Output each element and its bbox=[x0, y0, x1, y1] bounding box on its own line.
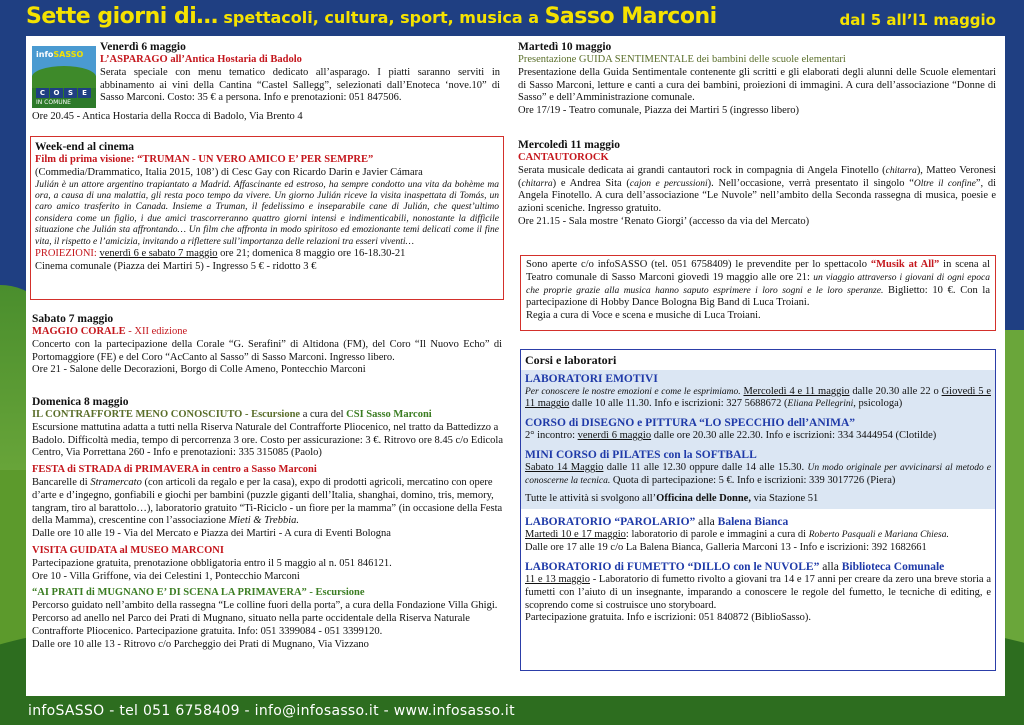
cinema-credits: (Commedia/Drammatico, Italia 2015, 108’) di Cesc Gay con Ricardo Darin e Javier Cámara bbox=[35, 166, 423, 178]
saturday-event-body: Concerto con la partecipazione della Corale “G. Serafini” di Altidona (FM), del Coro “Il Nuovo Echo” di Portomaggiore (FE) e del Coro “AcCanto al Sasso” di Sasso Marconi. Ingresso libero. bbox=[32, 338, 502, 363]
parolario-lab-title: LABORATORIO “PAROLARIO” alla Balena Bianca bbox=[525, 516, 789, 529]
saturday-day: Sabato 7 maggio bbox=[32, 313, 114, 325]
header-dates: dal 5 all’l1 maggio bbox=[839, 11, 996, 29]
courses-shaded-group bbox=[521, 370, 995, 510]
footer-contacts: infoSASSO - tel 051 6758409 - info@infosasso.it - www.infosasso.it bbox=[28, 703, 515, 719]
cinema-box bbox=[30, 136, 504, 300]
header-title-a: Sette giorni di… bbox=[26, 4, 218, 29]
painting-course-title: CORSO di DISEGNO e PITTURA “LO SPECCHIO dell’ANIMA” bbox=[525, 417, 856, 430]
sunday-section bbox=[32, 395, 508, 651]
museum-visit-body: Partecipazione gratuita, prenotazione obbligatoria entro il 5 maggio al n. 051 846121. bbox=[32, 557, 392, 569]
cinema-where: Cinema comunale (Piazza dei Martiri 5) - Ingresso 5 € - ridotto 3 € bbox=[35, 260, 317, 272]
street-fair-where: Dalle ore 10 alle 19 - Via del Mercato e Piazza dei Martiri - A cura di Eventi Bologna bbox=[32, 528, 391, 540]
tuesday-event-body: Presentazione della Guida Sentimentale contenente gli scritti e gli elaborati degli alunni delle Scuole elementari di Sasso Marconi, letture e canti a cura dei bambini, proiezioni di immagini. A cura dell’associazione “Donne di Sasso” e dell’Amministrazione comunale. bbox=[518, 66, 996, 104]
musical-presale-box bbox=[520, 255, 996, 331]
courses-box bbox=[520, 349, 996, 671]
comic-lab-body: 11 e 13 maggio - Laboratorio di fumetto rivolto a giovani tra 14 e 17 anni per creare da zero una breve storia a fumetti con l’aiuto di un insegnante, imparando a conoscere le regole del fumetto, le tecniche di editing, e scoprendo come si costruisce uno storyboard. bbox=[525, 574, 991, 611]
friday-event-body: Serata speciale con menu tematico dedicato all’asparago. I piatti saranno serviti in abbinamento ai vini della Cantina “Castel Sallegg”, selezionati dall’Enoteca ‘nove.10” di Sasso Marconi. Costo: 35 € a persona. Info e prenotazioni: 051 847506. bbox=[100, 66, 500, 104]
wednesday-where: Ore 21.15 - Sala mostre ‘Renato Giorgi’ (accesso da via del Mercato) bbox=[518, 216, 810, 227]
page-header bbox=[26, 4, 1016, 36]
emotional-lab-body: Per conoscere le nostre emozioni e come le esprimiamo. Mercoledì 4 e 11 maggio dalle 20.30 alle 22 o Giovedì 5 e 11 maggio dalle 10 alle 11.30. Info e iscrizioni: 327 5688672 (Eliana Pellegrini, psicologa) bbox=[525, 385, 992, 410]
saturday-section bbox=[32, 312, 502, 377]
courses-heading: Corsi e laboratori bbox=[525, 353, 617, 367]
header-title-b: spettacoli, cultura, sport, musica a bbox=[217, 8, 545, 27]
cinema-film-title: Film di prima visione: “TRUMAN - UN VERO AMICO E’ PER SEMPRE” bbox=[35, 154, 374, 166]
hike-contrafforte-body: Escursione mattutina adatta a tutti nella Riserva Naturale del Contrafforte Pliocenico, nel tratto da Battedizzo a Badolo. Difficoltà media, tempo di percorrenza 3 ore. Costo per assicurazione: 3 €. Ritrovo ore 8.45 c/o Edicola Centro, Via Porrettana 260 - Info e prenotazioni: 335 315085 (Paolo) bbox=[32, 421, 503, 459]
parolario-lab-where: Dalle ore 17 alle 19 c/o La Balena Bianca, Galleria Marconi 13 - Info e iscrizioni: 392 1682661 bbox=[525, 542, 927, 554]
painting-course-body: 2° incontro: venerdì 6 maggio dalle ore 20.30 alle 22.30. Info e iscrizioni: 334 3444954 (Clotilde) bbox=[525, 430, 937, 442]
friday-section bbox=[100, 40, 500, 105]
mugnano-hike-title: “AI PRATI di MUGNANO E’ DI SCENA LA PRIMAVERA” - Escursione bbox=[32, 587, 365, 599]
saturday-event-title: MAGGIO CORALE - XII edizione bbox=[32, 326, 188, 338]
mugnano-hike-body: Percorso guidato nell’ambito della rassegna “Le colline fuori della porta”, a cura della Fondazione Villa Ghigi. Percorso ad anello nel Parco dei Prati di Mugnano, situato nella parte occidentale della Riserva Naturale Contrafforte Pliocenico. Partecipazione gratuita. Info: 051 3399084 - 051 3399120. bbox=[32, 600, 498, 637]
hike-contrafforte-title: IL CONTRAFFORTE MENO CONOSCIUTO - Escursione a cura del CSI Sasso Marconi bbox=[32, 409, 432, 421]
street-fair-body: Bancarelle di Stramercato (con articoli da regalo e per la casa), expo di prodotti agricoli, mercatino con opere d’arte e d’ingegno, gonfiabili e giochi per bambini (puzzle giganti dell’Italia, shanghai, domino, tris, memory, tangram, tiro al barattolo…), laboratorio gratuito “Ti-Riciclo - un fiore per la mamma” (in occasione della Festa della Mamma), crescentine con l’associazione Mieti & Trebbia. bbox=[32, 477, 503, 527]
wednesday-event-body: Serata musicale dedicata ai grandi cantautori rock in compagnia di Angela Finotello (chitarra), Matteo Veronesi (chitarra) e Andrea Sita (cajon e percussioni). Nell’occasione, verrà presentato il singolo “Oltre il confine”, di Angela Finotello. A cura dell’associazione “Le Nuvole” nell’ambito della Seconda rassegna di musica, poesie e azioni sceniche. Ingresso gratuito. bbox=[518, 164, 996, 215]
tuesday-event-title: Presentazione GUIDA SENTIMENTALE dei bambini delle scuole elementari bbox=[518, 54, 846, 66]
header-title-c: Sasso Marconi bbox=[544, 4, 717, 29]
wednesday-day: Mercoledì 11 maggio bbox=[518, 139, 620, 151]
musical-direction: Regia a cura di Voce e scena e musiche di Luca Troiani. bbox=[526, 310, 761, 322]
musical-presale-text: Sono aperte c/o infoSASSO (tel. 051 6758409) le prevendite per lo spettacolo “Musik at All” in scena al Teatro comunale di Sasso Marconi giovedì 19 maggio alle ore 21: un viaggio attraverso i giovani di ogni epoca che proprie grazie alla musica hanno saputo esprimere i loro sogni e le loro speranze. Biglietto: 10 €. Con la partecipazione di Hobby Dance Bologna Big Band di Luca Troiani. bbox=[526, 259, 990, 309]
street-fair-title: FESTA di STRADA di PRIMAVERA in centro a Sasso Marconi bbox=[32, 464, 317, 476]
wednesday-section bbox=[518, 138, 996, 229]
infosasso-logo: infoSASSO C O S E IN COMUNE bbox=[32, 46, 96, 108]
pilates-course-body: Sabato 14 Maggio dalle 11 alle 12.30 oppure dalle 14 alle 15.30. Un modo originale per avvicinarsi al metodo e conoscerne la tecnica. Quota di partecipazione: 5 €. Info e iscrizioni: 339 3017726 (Piera) bbox=[525, 462, 991, 486]
comic-lab-title: LABORATORIO di FUMETTO “DILLO con le NUVOLE” alla Biblioteca Comunale bbox=[525, 561, 945, 574]
saturday-where: Ore 21 - Salone delle Decorazioni, Borgo di Colle Ameno, Pontecchio Marconi bbox=[32, 364, 366, 376]
museum-visit-title: VISITA GUIDATA al MUSEO MARCONI bbox=[32, 544, 224, 556]
friday-event-title: L’ASPARAGO all’Antica Hostaria di Badolo bbox=[100, 54, 302, 66]
friday-where: Ore 20.45 - Antica Hostaria della Rocca di Badolo, Via Brento 4 bbox=[32, 111, 303, 122]
tuesday-day: Martedì 10 maggio bbox=[518, 41, 612, 53]
sunday-day: Domenica 8 maggio bbox=[32, 396, 129, 408]
emotional-lab-title: LABORATORI EMOTIVI bbox=[525, 372, 658, 385]
comic-lab-where: Partecipazione gratuita. Info e iscrizioni: 051 840872 (BiblioSasso). bbox=[525, 612, 812, 624]
parolario-lab-body: Martedì 10 e 17 maggio: laboratorio di parole e immagini a cura di Roberto Pasquali e Mariana Chiesa. bbox=[525, 529, 949, 541]
friday-day: Venerdì 6 maggio bbox=[100, 41, 186, 53]
museum-visit-where: Ore 10 - Villa Griffone, via dei Celestini 1, Pontecchio Marconi bbox=[32, 570, 300, 582]
mugnano-hike-where: Dalle ore 10 alle 13 - Ritrovo c/o Parcheggio dei Prati di Mugnano, Via Vizzano bbox=[32, 638, 369, 650]
tuesday-section bbox=[518, 40, 996, 118]
cinema-plot: Julián è un attore argentino trapiantato a Madrid. Affascinante ed estroso, ha sempre condotto una vita da bohème ma ora, a causa di una malattia, gli resta poco tempo da vivere. Un giorno Julián riceve la visita inaspettata di Tomás, un caro amico trasferito in Canada. Insieme a Truman, il fedelissimo e inseparabile cane di Julián, che quest’ultimo considera come un figlio, i due amici trascorreranno quattro giorni intensi e indimenticabili, nonostante la difficile situazione che Julián sta affrontando… Un film che affronta in modo spiritoso ed emozionante temi delicati come il fine vita, il rispetto e l’amicizia, invitando a riflettere sull’importanza delle relazioni tra esseri viventi… bbox=[35, 179, 499, 247]
cinema-projections: PROIEZIONI: venerdì 6 e sabato 7 maggio ore 21; domenica 8 maggio ore 16-18.30-21 bbox=[35, 247, 406, 259]
cinema-heading: Week-end al cinema bbox=[35, 141, 135, 153]
courses-venue-note: Tutte le attività si svolgono all’Officina delle Donne, via Stazione 51 bbox=[525, 492, 819, 504]
tuesday-where: Ore 17/19 - Teatro comunale, Piazza dei Martiri 5 (ingresso libero) bbox=[518, 105, 800, 117]
pilates-course-title: MINI CORSO di PILATES con la SOFTBALL bbox=[525, 449, 757, 462]
wednesday-event-title: CANTAUTOROCK bbox=[518, 152, 609, 164]
